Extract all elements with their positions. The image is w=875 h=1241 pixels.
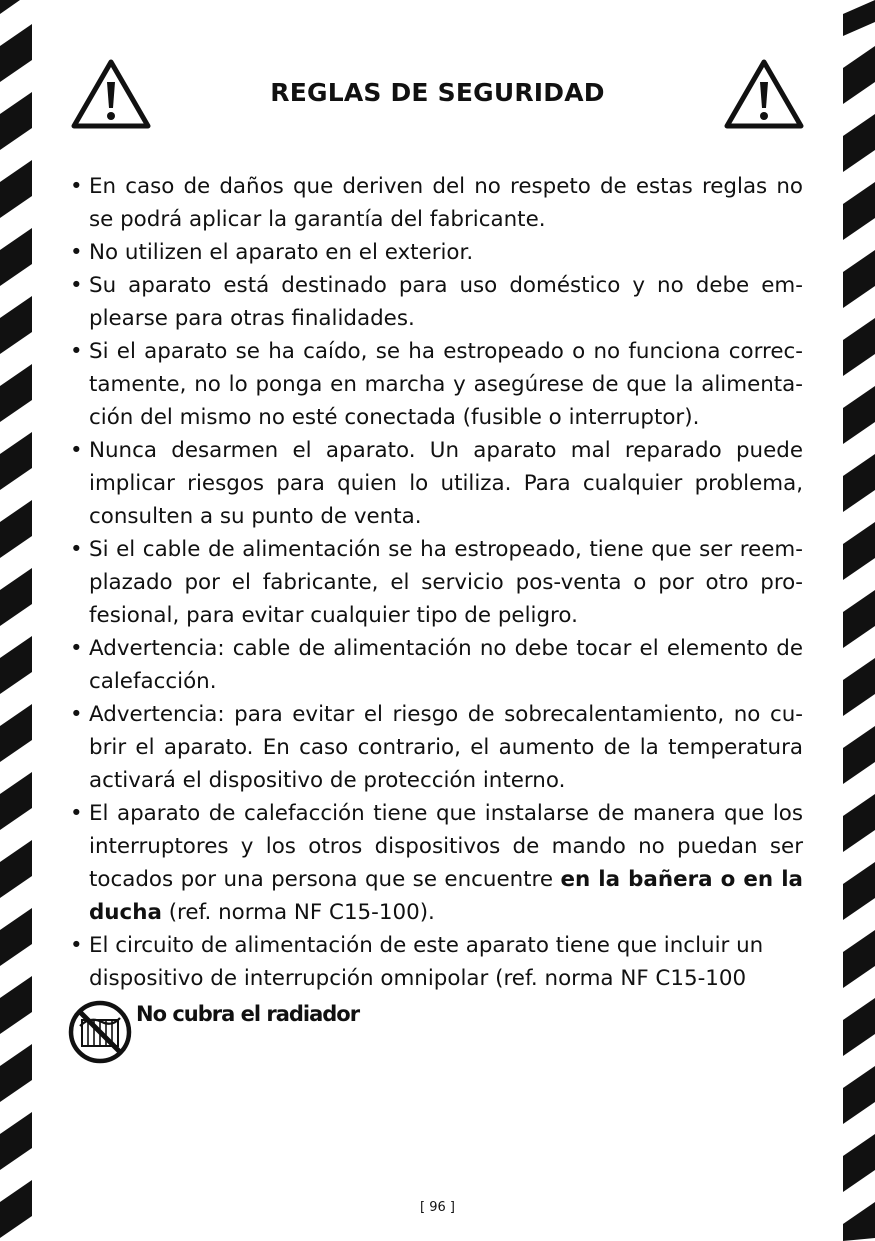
notice-label: No cubra el radiador <box>136 1002 360 1026</box>
page-title: REGLAS DE SEGURIDAD <box>270 78 605 107</box>
list-item <box>70 797 803 929</box>
list-item: • En caso de daños que deriven del no respeto de estas reglas no se podrá aplicar la garantía del fabricante. <box>70 170 803 236</box>
page-number: [ 96 ] <box>420 1200 455 1215</box>
warning-triangle-icon <box>723 58 805 130</box>
list-item: • Nunca desarmen el aparato. Un aparato mal reparado puede implicar riesgos para quien lo utiliza. Para cualquier problema, consulten a su punto de venta. <box>70 434 803 533</box>
hazard-stripe-border-right <box>843 0 875 1241</box>
list-item: • Su aparato está destinado para uso doméstico y no debe emplearse para otras finalidades. <box>70 269 803 335</box>
do-not-cover-icon <box>68 1000 132 1064</box>
hazard-stripe-border-left <box>0 0 32 1241</box>
do-not-cover-notice <box>68 998 468 1064</box>
page-header <box>70 58 805 133</box>
rule-text: El aparato de calefacción tiene que instalarse de manera que los interruptores y los otros dispositivos de mando no puedan ser tocados por una persona que se encuentre <box>89 801 803 892</box>
safety-rules-list <box>70 170 803 995</box>
list-item: • No utilizen el aparato en el exterior. <box>70 236 803 269</box>
list-item: • Advertencia: cable de alimentación no debe tocar el elemento de calefacción. <box>70 632 803 698</box>
list-item: • Si el cable de alimentación se ha estropeado, tiene que ser reemplazado por el fabricante, el servicio pos-venta o por otro profesional, para evitar cualquier tipo de peligro. <box>70 533 803 632</box>
list-item: • Si el aparato se ha caído, se ha estropeado o no funciona correctamente, no lo ponga en marcha y asegúrese de que la alimentación del mismo no esté conectada (fusible o interruptor). <box>70 335 803 434</box>
list-item: • Advertencia: para evitar el riesgo de sobrecalentamiento, no cubrir el aparato. En caso contrario, el aumento de la temperatura activará el dispositivo de protección interno. <box>70 698 803 797</box>
rule-emphasis: en la bañera o en la ducha <box>89 867 803 925</box>
rule-text: (ref. norma NF C15-100). <box>161 900 435 925</box>
list-item: • El circuito de alimentación de este aparato tiene que incluir un dispositivo de interrupción omnipolar (ref. norma NF C15-100 <box>70 929 803 995</box>
